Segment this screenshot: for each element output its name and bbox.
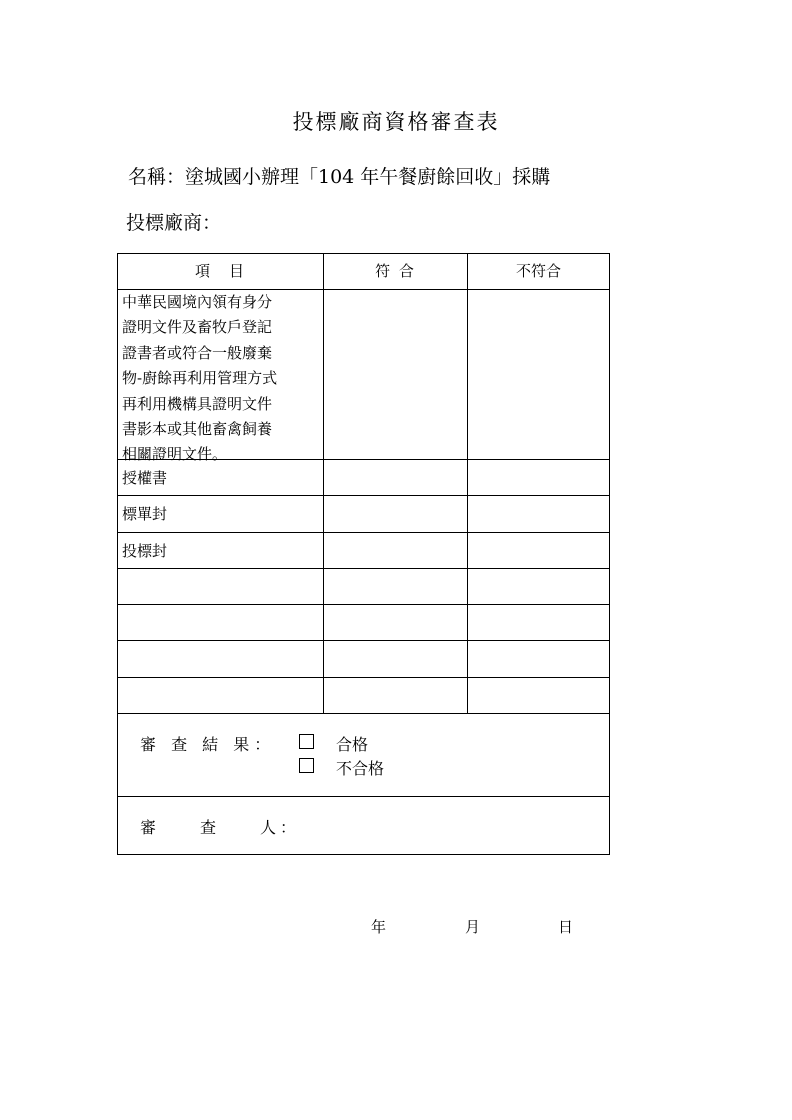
requirement-line: 證明文件及畜牧戶登記 — [122, 318, 273, 337]
fail-option-label: 不合格 — [336, 759, 385, 778]
row-divider — [118, 677, 609, 678]
column-divider — [323, 254, 324, 713]
procurement-name: 名稱：塗城國小辦理「104 年午餐廚餘回收」採購 — [128, 166, 551, 188]
review-result-label: 審 查 結 果： — [140, 735, 276, 754]
requirement-line: 書影本或其他畜禽飼養 — [122, 420, 273, 439]
requirement-line: 相關證明文件。 — [122, 445, 228, 464]
date-year-label: 年 — [371, 918, 387, 936]
page-title: 投標廠商資格審查表 — [292, 110, 500, 134]
reviewer-label: 審 查 人： — [140, 818, 301, 837]
requirement-line: 再利用機構具證明文件 — [122, 394, 273, 413]
table-row-label: 授權書 — [122, 469, 168, 487]
pass-option-label: 合格 — [336, 735, 369, 754]
date-day-label: 日 — [558, 918, 574, 936]
requirement-line: 中華民國境內領有身分 — [122, 293, 273, 311]
header-pass: 符 合 — [375, 262, 416, 280]
row-divider — [118, 568, 609, 569]
bidder-label: 投標廠商： — [126, 212, 222, 234]
qualification-table — [117, 253, 610, 855]
row-divider — [118, 713, 609, 714]
row-divider — [118, 796, 609, 797]
pass-checkbox[interactable] — [299, 734, 314, 749]
requirement-line: 證書者或符合一般廢棄 — [122, 343, 273, 362]
row-divider — [118, 640, 609, 641]
row-divider — [118, 495, 609, 496]
requirement-line: 物-廚餘再利用管理方式 — [122, 369, 278, 388]
requirement-cell — [122, 290, 322, 468]
header-fail: 不符合 — [515, 262, 561, 280]
table-row-label: 投標封 — [122, 542, 168, 560]
row-divider — [118, 604, 609, 605]
table-row-label: 標單封 — [122, 505, 168, 523]
column-divider — [467, 254, 468, 713]
fail-checkbox[interactable] — [299, 758, 314, 773]
date-month-label: 月 — [465, 918, 481, 936]
header-item: 項 目 — [194, 262, 246, 280]
row-divider — [118, 532, 609, 533]
